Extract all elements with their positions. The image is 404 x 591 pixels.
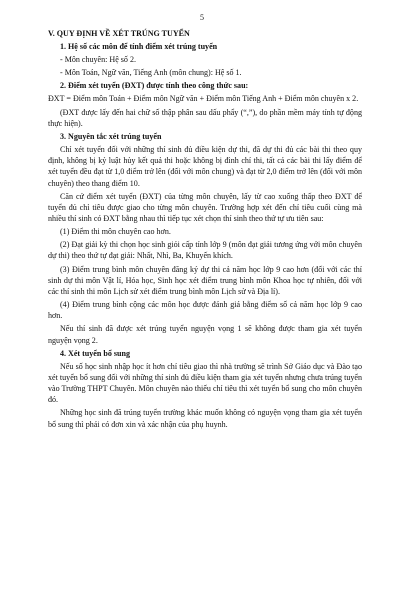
paragraph: - Môn Toán, Ngữ văn, Tiếng Anh (môn chung): Hệ số 1.	[60, 68, 242, 78]
paragraph: Chỉ xét tuyển đối với những thí sinh đủ điều kiện dự thi, đã dự thi đủ các bài thi theo quy định, không bị kỷ luật hủy kết quả thi hoặc không bị đình chỉ thi, tất cả các bài thi lấy điểm để xét tuyển đều đạt từ 1,0 điểm trở lên (đối với môn chung) và đạt từ 2,0 điểm trở lên (đối với môn chuyên) theo thang điểm 10.	[48, 144, 362, 188]
paragraph: (3) Điểm trung bình môn chuyên đăng ký dự thi cả năm học lớp 9 cao hơn (đối với các thí sinh dự thi môn Vật lí, Hóa học, Sinh học xét điểm trung bình môn Khoa học tự nhiên, đối với các thí sinh thi môn Lịch sử xét điểm trung bình môn Lịch sử và Địa lí).	[48, 264, 362, 296]
page-number: 5	[200, 13, 204, 22]
document-body	[48, 28, 362, 432]
paragraph: (4) Điểm trung bình cộng các môn học được đánh giá bằng điểm số cả năm học lớp 9 cao hơn.	[48, 300, 362, 321]
paragraph: (ĐXT được lấy đến hai chữ số thập phân sau dấu phẩy (“,”), do phần mềm máy tính tự động thực hiện).	[48, 107, 362, 128]
section-heading: 3. Nguyên tắc xét trúng tuyển	[60, 131, 162, 141]
paragraph: Nếu thí sinh đã được xét trúng tuyển nguyện vọng 1 sẽ không được tham gia xét tuyển nguyện vọng 2.	[48, 324, 362, 345]
paragraph: (2) Đạt giải kỳ thi chọn học sinh giỏi cấp tỉnh lớp 9 (môn đạt giải tương ứng với môn chuyên dự thi) theo thứ tự đạt giải: Nhất, Nhì, Ba, Khuyến khích.	[48, 240, 362, 261]
section-heading: 2. Điểm xét tuyển (ĐXT) được tính theo công thức sau:	[60, 81, 249, 91]
paragraph: Những học sinh đã trúng tuyển trường khác muốn không có nguyện vọng tham gia xét tuyển bổ sung thì phải có đơn xin và xác nhận của phụ huynh.	[48, 408, 362, 429]
paragraph: - Môn chuyên: Hệ số 2.	[60, 55, 136, 65]
section-heading: V. QUY ĐỊNH VỀ XÉT TRÚNG TUYỂN	[48, 29, 190, 38]
paragraph: Căn cứ điểm xét tuyển (ĐXT) của từng môn chuyên, lấy từ cao xuống thấp theo ĐXT để tuyển đủ chỉ tiêu được giao cho từng môn chuyên. Trường hợp xét đến chỉ tiêu cuối cùng mà nhiều thí sinh có ĐXT bằng nhau thì tiếp tục xét chọn thí sinh theo thứ tự ưu tiên sau:	[48, 191, 362, 224]
paragraph: ĐXT = Điểm môn Toán + Điểm môn Ngữ văn + Điểm môn Tiếng Anh + Điểm môn chuyên x 2.	[48, 94, 359, 104]
section-heading: 4. Xét tuyển bổ sung	[60, 348, 130, 358]
section-heading: 1. Hệ số các môn để tính điểm xét trúng tuyển	[60, 42, 218, 52]
paragraph: (1) Điểm thi môn chuyên cao hơn.	[60, 227, 171, 237]
paragraph: Nếu số học sinh nhập học ít hơn chỉ tiêu giao thì nhà trường sẽ trình Sở Giáo dục và Đào tạo xét tuyển bổ sung đối với những thí sinh đủ điều kiện tham gia xét tuyển nhưng chưa trúng tuyển vào Trường THPT Chuyên. Môn chuyên nào thiếu chỉ tiêu thì xét tuyển bổ sung cho môn chuyên đó.	[48, 361, 362, 405]
